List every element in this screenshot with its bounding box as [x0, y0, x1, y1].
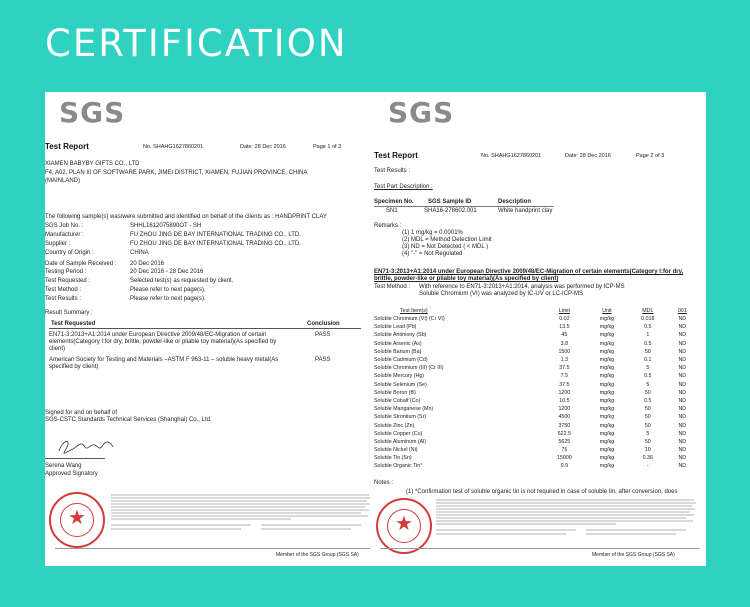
- result-summary-label: Result Summary :: [45, 310, 93, 316]
- cell-mdl: 0.5: [644, 373, 652, 380]
- field-row: Test Results : Please refer to next page(s).: [45, 296, 206, 302]
- cell-limit: 622.5: [557, 430, 571, 437]
- report-page-1: [45, 92, 381, 566]
- cell-limit: 37.5: [559, 381, 570, 388]
- report-title: Test Report: [374, 151, 418, 160]
- cell-unit: mg/kg: [599, 438, 615, 445]
- cell-mdl: 0.1: [644, 357, 652, 364]
- table-row: [372, 389, 697, 397]
- summary-row-conclusion: PASS: [315, 332, 331, 338]
- signatory-name: Serena Wang: [45, 463, 82, 469]
- cell-result: ND: [678, 430, 687, 437]
- cell-test-item: Soluble Tin (Sn): [374, 455, 412, 462]
- cell-unit: mg/kg: [599, 348, 615, 355]
- table-row: [372, 430, 697, 438]
- summary-row-conclusion: PASS: [315, 357, 331, 363]
- sgs-group-member: Member of the SGS Group (SGS SA): [276, 552, 359, 558]
- test-results-label: Test Results :: [374, 168, 411, 174]
- cell-test-item: Soluble Barium (Ba): [374, 348, 422, 355]
- cell-mdl: 0.5: [644, 340, 652, 347]
- specimen-head-no: Specimen No.: [374, 199, 414, 205]
- table-row: [372, 454, 697, 462]
- cell-limit: 1200: [558, 389, 571, 396]
- cell-test-item: Soluble Selenium (Se): [374, 381, 427, 388]
- cell-test-item: Soluble Strontium (Sr): [374, 414, 427, 421]
- report-date: Date: 28 Dec 2016: [565, 153, 611, 159]
- cell-mdl: 10: [644, 447, 651, 454]
- report-page-number: Page 2 of 3: [636, 153, 665, 159]
- cell-test-item: Soluble Nickel (Ni): [374, 447, 418, 454]
- cell-unit: mg/kg: [599, 357, 615, 364]
- cell-limit: 0.9: [560, 463, 569, 470]
- table-row: [372, 348, 697, 356]
- summary-row-test: EN71-3:2013+A1:2014 under European Directive 2009/48/EC-Migration of certain elements(Category I:for dry, brittle, powder-like or pliable toy material)(As specified by client): [49, 332, 277, 353]
- cell-unit: mg/kg: [599, 430, 615, 437]
- cell-unit: mg/kg: [599, 340, 615, 347]
- cell-limit: 15000: [557, 455, 572, 462]
- cell-result: ND: [678, 332, 687, 339]
- cell-unit: mg/kg: [599, 406, 615, 413]
- remark-item: (3) ND = Not Detected ( < MDL ): [402, 244, 489, 250]
- cell-test-item: Soluble Copper (Cu): [374, 430, 423, 437]
- signature-line: [45, 458, 105, 459]
- method-label: Test Method :: [374, 284, 411, 290]
- cell-test-item: Soluble Cadmium (Cd): [374, 357, 428, 364]
- section-title-line-2: brittle, powder-like or pliable toy material)(As specified by client): [374, 276, 559, 282]
- report-number: No. SHAHG1627860201: [481, 153, 542, 159]
- client-address: F4, A02, PLAN III OF SOFTWARE PARK, JIMEI DISTRICT, XIAMEN, FUJIAN PROVINCE, CHINA: [45, 170, 308, 176]
- cell-mdl: 5: [646, 381, 650, 388]
- table-row: [372, 340, 697, 348]
- specimen-sgs-id: SHA16-278602.001: [424, 208, 477, 214]
- col-unit: Unit: [602, 307, 612, 314]
- field-row: Testing Period : 20 Dec 2016 - 28 Dec 2016: [45, 269, 204, 275]
- specimen-head-desc: Description: [498, 199, 532, 205]
- test-part-label: Test Part Description :: [374, 184, 433, 190]
- cell-mdl: 0.36: [642, 455, 653, 462]
- cell-result: ND: [678, 316, 687, 323]
- cell-limit: 3.8: [560, 340, 569, 347]
- report-page-2: [370, 92, 706, 566]
- signed-line-1: Signed for and on behalf of: [45, 410, 118, 416]
- report-title: Test Report: [45, 142, 89, 151]
- table-row: [372, 438, 697, 446]
- cell-limit: 75: [561, 447, 568, 454]
- field-row: SGS Job No. : SHHL1612075890OT - SH: [45, 223, 202, 229]
- table-row: [372, 315, 697, 323]
- report-page-number: Page 1 of 3: [313, 144, 342, 150]
- cell-test-item: Soluble Organic Tin*: [374, 463, 423, 470]
- cell-result: ND: [678, 365, 687, 372]
- field-row: Supplier : FU ZHOU JING DE BAY INTERNATIONAL TRADING CO., LTD.: [45, 241, 301, 247]
- cell-result: ND: [678, 455, 687, 462]
- signatory-title: Approved Signatory: [45, 471, 98, 477]
- cell-mdl: 50: [644, 422, 651, 429]
- cell-limit: 45: [561, 332, 568, 339]
- cell-result: ND: [678, 357, 687, 364]
- cell-result: ND: [678, 373, 687, 380]
- cell-result: ND: [678, 447, 687, 454]
- field-row: Date of Sample Received : 20 Dec 2016: [45, 261, 165, 267]
- table-row: [372, 413, 697, 421]
- table-row: [372, 463, 697, 471]
- cell-test-item: Soluble Zinc (Zn): [374, 422, 415, 429]
- field-row: Country of Origin : CHINA: [45, 250, 149, 256]
- cell-mdl: 0.5: [644, 397, 652, 404]
- cell-result: ND: [678, 397, 687, 404]
- report-date: Date: 28 Dec 2016: [240, 144, 286, 150]
- cell-limit: 1.3: [560, 357, 569, 364]
- cell-result: ND: [678, 381, 687, 388]
- footer-divider: [55, 548, 375, 549]
- cell-result: ND: [678, 389, 687, 396]
- table-row: [372, 332, 697, 340]
- cell-limit: 10.5: [559, 397, 570, 404]
- cell-result: ND: [678, 340, 687, 347]
- cell-limit: 37.5: [559, 365, 570, 372]
- table-row: [372, 364, 697, 372]
- cell-limit: 7.5: [560, 373, 569, 380]
- cell-limit: 5625: [558, 438, 571, 445]
- field-row: Test Requested : Selected test(s) as requested by client.: [45, 278, 234, 284]
- remark-item: (1) 1 mg/kg = 0.0001%: [402, 230, 463, 236]
- cell-test-item: Soluble Lead (Pb): [374, 324, 417, 331]
- cell-mdl: 50: [644, 389, 651, 396]
- field-row: Manufacturer : FU ZHOU JING DE BAY INTERNATIONAL TRADING CO., LTD.: [45, 232, 301, 238]
- table-header-row: [372, 307, 697, 315]
- remark-item: (4) "-" = Not Regulated: [402, 251, 463, 257]
- table-row: [372, 446, 697, 454]
- cell-limit: 1500: [558, 348, 571, 355]
- cell-mdl: 5: [646, 430, 650, 437]
- table-row: [372, 323, 697, 331]
- cell-unit: mg/kg: [599, 373, 615, 380]
- cell-mdl: 50: [644, 438, 651, 445]
- cell-unit: mg/kg: [599, 365, 615, 372]
- cell-limit: 1200: [558, 406, 571, 413]
- fine-print-terms: [111, 493, 373, 533]
- cell-mdl: 50: [644, 414, 651, 421]
- signature-image: [55, 435, 117, 457]
- method-line-2: Soluble Chromium (VI) was analyzed by IC-UV or LC-ICP-MS: [419, 291, 584, 297]
- cell-unit: mg/kg: [599, 381, 615, 388]
- table-row: [372, 356, 697, 364]
- summary-head-test: Test Requested: [51, 321, 96, 327]
- cell-test-item: Soluble Arsenic (As): [374, 340, 422, 347]
- cell-mdl: 1: [646, 332, 650, 339]
- sample-intro: The following sample(s) was/were submitted and identified on behalf of the clients as : HANDPRINT CLAY: [45, 214, 327, 220]
- cell-mdl: 50: [644, 348, 651, 355]
- results-table: [372, 307, 697, 471]
- cell-limit: 13.5: [559, 324, 570, 331]
- report-number: No. SHAHG1627860201: [143, 144, 204, 150]
- cell-unit: mg/kg: [599, 316, 615, 323]
- cell-unit: mg/kg: [599, 332, 615, 339]
- specimen-description: White handprint clay: [498, 208, 553, 214]
- client-name: XIAMEN BABYBY GIFTS CO., LTD: [45, 161, 140, 167]
- summary-head-conclusion: Conclusion: [307, 321, 340, 327]
- sgs-group-member: Member of the SGS Group (SGS SA): [592, 552, 675, 558]
- remark-item: (2) MDL = Method Detection Limit: [402, 237, 492, 243]
- cell-unit: mg/kg: [599, 447, 615, 454]
- cell-result: ND: [678, 324, 687, 331]
- specimen-head-id: SGS Sample ID: [428, 199, 472, 205]
- col-limit: Limit: [558, 307, 570, 314]
- cell-limit: 0.02: [559, 316, 570, 323]
- cell-result: ND: [678, 414, 687, 421]
- col-mdl: MDL: [642, 307, 654, 314]
- official-seal-stamp: ★: [376, 498, 432, 554]
- table-row: [372, 405, 697, 413]
- summary-row-test: American Society for Testing and Materials –ASTM F 963-11 – soluble heavy metal(As specified by client): [49, 357, 279, 371]
- summary-divider: [49, 328, 361, 329]
- sgs-logo: SGS: [59, 96, 126, 129]
- cell-test-item: Soluble Chromium (VI) (Cr VI): [374, 316, 445, 323]
- note-line-1: (1) *Confirmation test of soluble organic tin is not required in case of soluble tin, after conversion, does: [406, 489, 678, 495]
- field-row: Test Method : Please refer to next page(s).: [45, 287, 206, 293]
- cell-result: ND: [678, 406, 687, 413]
- col-result: 001: [677, 307, 687, 314]
- cell-mdl: 0.5: [644, 324, 652, 331]
- cell-limit: 4500: [558, 414, 571, 421]
- cell-unit: mg/kg: [599, 455, 615, 462]
- table-row: [372, 373, 697, 381]
- table-row: [372, 397, 697, 405]
- sgs-logo: SGS: [388, 96, 455, 129]
- cell-mdl: 50: [644, 406, 651, 413]
- signed-line-2: SGS-CSTC Standards Technical Services (Shanghai) Co., Ltd.: [45, 417, 212, 423]
- cell-test-item: Soluble Manganese (Mn): [374, 406, 434, 413]
- cell-test-item: Soluble Antimony (Sb): [374, 332, 427, 339]
- cell-result: ND: [678, 422, 687, 429]
- table-row: [372, 381, 697, 389]
- cell-mdl: 0.018: [641, 316, 655, 323]
- cell-result: ND: [678, 463, 687, 470]
- fine-print-terms: [436, 498, 698, 538]
- official-seal-stamp: ★: [49, 492, 105, 548]
- method-line-1: With reference to EN71-3:2013+A1:2014, analysis was performed by ICP-MS: [419, 284, 625, 290]
- remarks-label: Remarks :: [374, 223, 402, 229]
- cell-unit: mg/kg: [599, 397, 615, 404]
- cell-test-item: Soluble Cobalt (Co): [374, 397, 421, 404]
- cell-test-item: Soluble Boron (B): [374, 389, 416, 396]
- cell-unit: mg/kg: [599, 389, 615, 396]
- cell-unit: mg/kg: [599, 324, 615, 331]
- table-row: [372, 422, 697, 430]
- cell-unit: mg/kg: [599, 422, 615, 429]
- footer-divider: [380, 548, 700, 549]
- cell-result: ND: [678, 348, 687, 355]
- specimen-no: SN1: [386, 208, 398, 214]
- section-title-line-1: EN71-3:2013+A1:2014 under European Directive 2009/48/EC-Migration of certain elements(Category I:for dry,: [374, 269, 684, 275]
- cell-limit: 3750: [558, 422, 571, 429]
- cell-test-item: Soluble Chromium (III) (Cr III): [374, 365, 444, 372]
- cell-result: ND: [678, 438, 687, 445]
- banner-title: CERTIFICATION: [45, 22, 348, 65]
- cell-mdl: -: [646, 463, 649, 470]
- notes-label: Notes :: [374, 480, 394, 486]
- cell-test-item: Soluble Aluminum (Al): [374, 438, 427, 445]
- client-country: (MAINLAND): [45, 178, 81, 184]
- cell-test-item: Soluble Mercury (Hg): [374, 373, 425, 380]
- col-test-item: Test Item(s): [400, 307, 428, 314]
- specimen-divider: [374, 206, 554, 207]
- cell-unit: mg/kg: [599, 414, 615, 421]
- cell-mdl: 5: [646, 365, 650, 372]
- cell-unit: mg/kg: [599, 463, 615, 470]
